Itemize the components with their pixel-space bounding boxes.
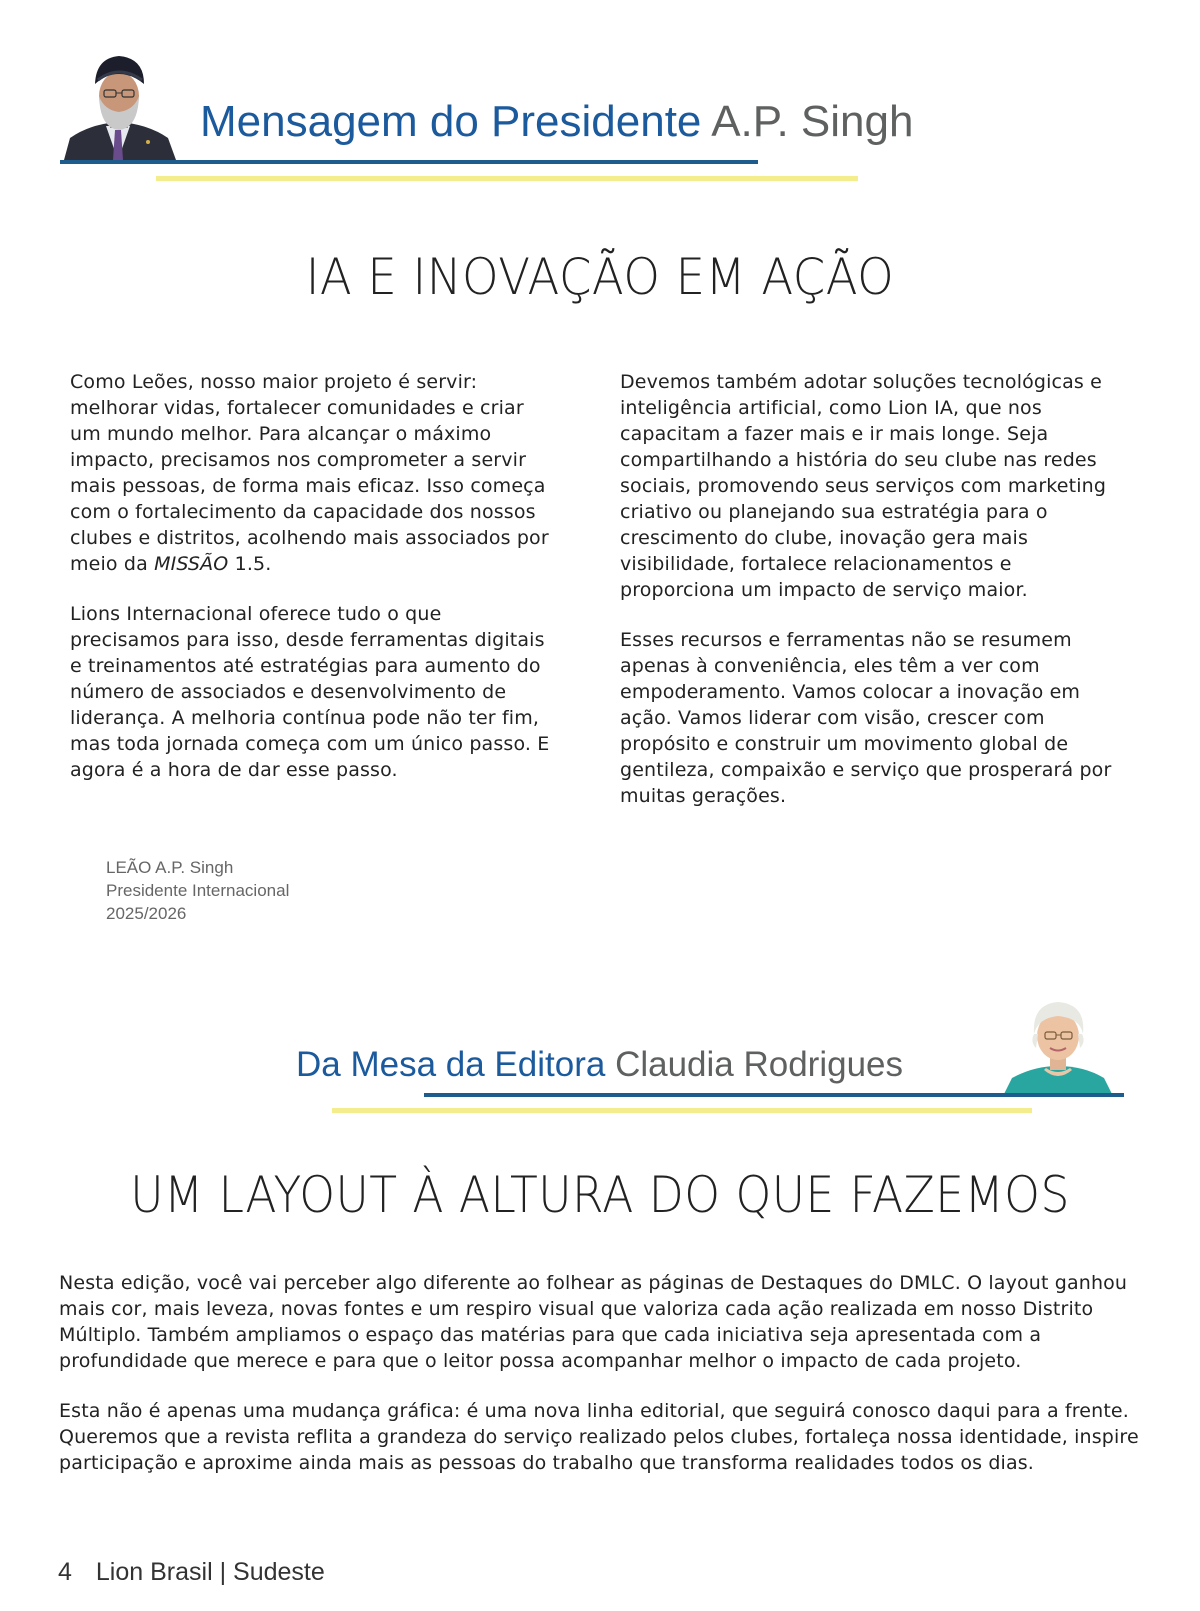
signature-role: Presidente Internacional	[106, 881, 290, 900]
header-rule-yellow	[332, 1108, 1032, 1113]
section-title-primary: Mensagem do Presidente	[200, 97, 702, 146]
signature-term: 2025/2026	[106, 904, 187, 923]
paragraph: Nesta edição, você vai perceber algo diferente ao folhear as páginas de Destaques do DMLC. O layout ganhou mais cor, mais leveza, novas fontes e um respiro visual que valoriza cada ação realizada em nosso Distrito Múltiplo. Também ampliamos o espaço das matérias para que cada iniciativa seja apresentada com a profundidade que merece e para que o leitor possa acompanhar melhor o impacto de cada projeto.	[59, 1272, 1128, 1372]
paragraph-text: Como Leões, nosso maior projeto é servir: melhorar vidas, fortalecer comunidades e criar um mundo melhor. Para alcançar o máximo impacto, precisamos nos comprometer a servir mais pessoas, de forma mais eficaz. Isso começa com o fortalecimento da capacidade dos nossos clubes e distritos, acolhendo mais associados por meio da	[70, 371, 549, 575]
paragraph: Devemos também adotar soluções tecnológicas e inteligência artificial, como Lion IA, que nos capacitam a fazer mais e ir mais longe. Seja compartilhando a história do seu clube nas redes sociais, promovendo seus serviços com marketing criativo ou planejando sua estratégia para o crescimento do clube, inovação gera mais visibilidade, fortalece relacionamentos e proporciona um impacto de serviço maior.	[620, 371, 1107, 601]
signature-name: LEÃO A.P. Singh	[106, 858, 234, 877]
paragraph: Esses recursos e ferramentas não se resumem apenas à conveniência, eles têm a ver com empoderamento. Vamos colocar a inovação em ação. Vamos liderar com visão, crescer com propósito e construir um movimento global de gentileza, compaixão e serviço que prosperará por muitas gerações.	[620, 629, 1112, 807]
president-column-right	[620, 369, 1125, 833]
mission-emphasis: MISSÃO	[154, 553, 229, 575]
president-column-left	[70, 369, 550, 807]
editor-section-title	[296, 1047, 903, 1082]
paragraph-text-tail: 1.5.	[228, 553, 272, 575]
publication-name: Lion Brasil | Sudeste	[95, 1558, 325, 1586]
section-title-secondary: A.P. Singh	[711, 97, 914, 146]
header-rule-blue	[60, 160, 758, 164]
editor-body	[59, 1270, 1139, 1500]
paragraph	[70, 369, 550, 577]
page-number: 4	[58, 1558, 72, 1586]
section-title-secondary: Claudia Rodrigues	[615, 1045, 904, 1084]
president-portrait	[60, 50, 178, 160]
editor-portrait	[1000, 994, 1116, 1094]
president-section-title	[200, 97, 914, 146]
header-rule-blue	[424, 1093, 1124, 1097]
section-title-primary: Da Mesa da Editora	[296, 1045, 606, 1084]
paragraph: Lions Internacional oferece tudo o que precisamos para isso, desde ferramentas digitais e treinamentos até estratégias para aumento do número de associados e desenvolvimento de liderança. A melhoria contínua pode não ter fim, mas toda jornada começa com um único passo. E agora é a hora de dar esse passo.	[70, 603, 550, 781]
president-signature	[106, 856, 289, 925]
president-headline: IA E INOVAÇÃO EM AÇÃO	[305, 248, 895, 306]
page-footer	[58, 1560, 325, 1585]
editor-headline: UM LAYOUT À ALTURA DO QUE FAZEMOS	[130, 1166, 1070, 1224]
paragraph: Esta não é apenas uma mudança gráfica: é uma nova linha editorial, que seguirá conosco daqui para a frente. Queremos que a revista reflita a grandeza do serviço realizado pelos clubes, fortaleça nossa identidade, inspire participação e aproxime ainda mais as pessoas do trabalho que transforma realidades todos os dias.	[59, 1400, 1139, 1474]
header-rule-yellow	[156, 176, 858, 181]
